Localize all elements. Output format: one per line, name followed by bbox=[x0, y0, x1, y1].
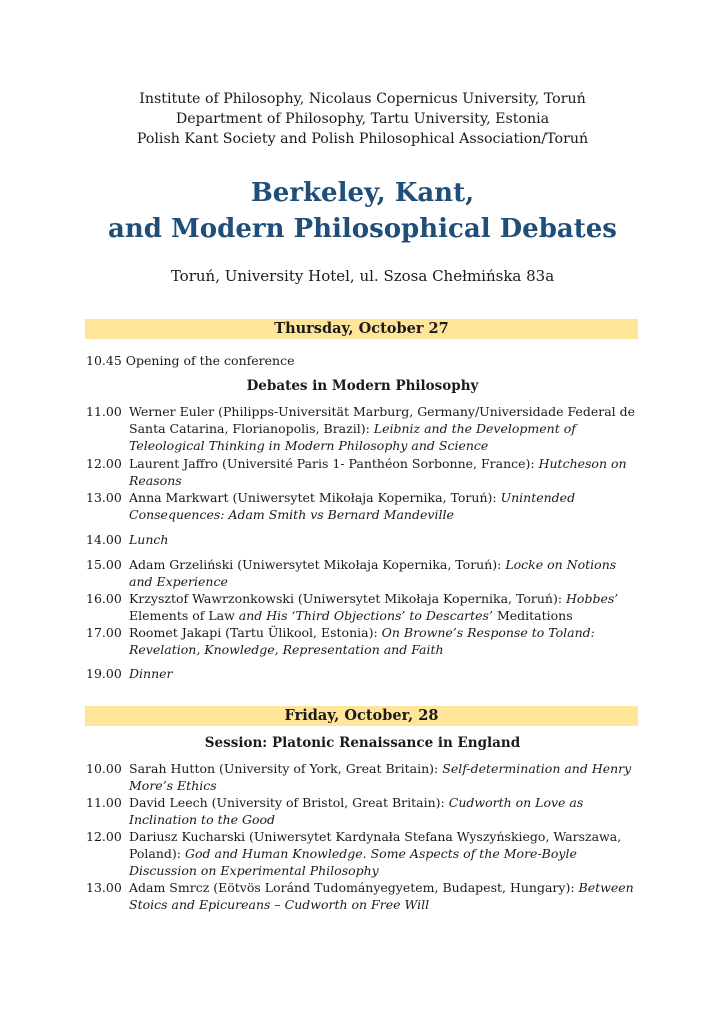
entry-talk: Self-determination and Henry More’s Ethics bbox=[129, 761, 632, 793]
entry-speaker: Werner Euler (Philipps-Universität Marburg, Germany/Universidade Federal de Santa Catarina, Florianopolis, Brazil): bbox=[129, 404, 636, 436]
program-entry bbox=[86, 556, 641, 590]
entry-time: 11.00 bbox=[86, 404, 122, 419]
entry-time: 14.00 bbox=[86, 532, 122, 547]
entry-time: 17.00 bbox=[86, 625, 122, 640]
venue: Toruń, University Hotel, ul. Szosa Chełmińska 83a bbox=[170, 267, 555, 285]
entry-talk: Lunch bbox=[129, 532, 169, 547]
day-header-friday: Friday, October, 28 bbox=[85, 706, 638, 726]
session-title-friday: Session: Platonic Renaissance in England bbox=[204, 735, 521, 751]
program-entry bbox=[86, 879, 641, 913]
program-entry-dinner bbox=[86, 665, 641, 682]
entry-talk: Between Stoics and Epicureans – Cudworth on Free Will bbox=[129, 880, 634, 912]
program-entry bbox=[86, 489, 641, 523]
entry-time: 15.00 bbox=[86, 557, 122, 572]
entry-talk: Hutcheson on Reasons bbox=[129, 456, 627, 488]
entry-talk: Leibniz and the Development of Teleological Thinking in Modern Philosophy and Science bbox=[129, 421, 576, 453]
day-header-thursday: Thursday, October 27 bbox=[85, 319, 638, 339]
entry-talk: God and Human Knowledge. Some Aspects of the More-Boyle Discussion on Experimental Philosophy bbox=[129, 846, 577, 878]
entry-speaker: Roomet Jakapi (Tartu Ülikool, Estonia): bbox=[129, 625, 378, 640]
institution-line-3: Polish Kant Society and Polish Philosophical Association/Toruń bbox=[136, 131, 589, 147]
conference-title-line-2: and Modern Philosophical Debates bbox=[108, 214, 617, 244]
entry-talk: Unintended Consequences: Adam Smith vs Bernard Mandeville bbox=[129, 490, 576, 522]
institution-line-2: Department of Philosophy, Tartu University, Estonia bbox=[175, 111, 550, 127]
entry-talk: Locke on Notions and Experience bbox=[129, 557, 617, 589]
institution-line-1: Institute of Philosophy, Nicolaus Copernicus University, Toruń bbox=[139, 91, 586, 107]
conference-title-line-1: Berkeley, Kant, bbox=[250, 178, 475, 208]
program-entry bbox=[86, 403, 641, 454]
entry-speaker: Anna Markwart (Uniwersytet Mikołaja Kopernika, Toruń): bbox=[129, 490, 497, 505]
entry-time: 19.00 bbox=[86, 666, 122, 681]
entry-time: 11.00 bbox=[86, 795, 122, 810]
program-entry bbox=[86, 590, 641, 624]
program-entry-lunch bbox=[86, 531, 641, 548]
entry-time: 16.00 bbox=[86, 591, 122, 606]
entry-time: 13.00 bbox=[86, 880, 122, 895]
entry-speaker: Adam Grzeliński (Uniwersytet Mikołaja Kopernika, Toruń): bbox=[129, 557, 502, 572]
session-title-thursday: Debates in Modern Philosophy bbox=[246, 378, 479, 394]
entry-time: 12.00 bbox=[86, 456, 122, 471]
program-entry bbox=[86, 624, 641, 658]
entry-speaker: Adam Smrcz (Eötvös Loránd Tudományegyetem, Budapest, Hungary): bbox=[129, 880, 575, 895]
entry-speaker: Dariusz Kucharski (Uniwersytet Kardynała Stefana Wyszyńskiego, Warszawa, Poland): bbox=[129, 829, 622, 861]
entry-talk: Dinner bbox=[129, 666, 173, 681]
entry-talk: Cudworth on Love as Inclination to the Good bbox=[129, 795, 584, 827]
entry-talk-part-b: and His ‘Third Objections’ to Descartes’ bbox=[238, 608, 493, 623]
entry-time: 12.00 bbox=[86, 829, 122, 844]
program-entry bbox=[86, 455, 641, 489]
program-entry bbox=[86, 794, 641, 828]
entry-speaker: David Leech (University of Bristol, Great Britain): bbox=[129, 795, 445, 810]
opening-line: 10.45 Opening of the conference bbox=[86, 353, 295, 368]
entry-time: 10.00 bbox=[86, 761, 122, 776]
entry-work-title-a: Elements of Law bbox=[129, 608, 235, 623]
entry-speaker: Sarah Hutton (University of York, Great Britain): bbox=[129, 761, 439, 776]
entry-speaker: Krzysztof Wawrzonkowski (Uniwersytet Mikołaja Kopernika, Toruń): bbox=[129, 591, 563, 606]
program-entry bbox=[86, 828, 641, 879]
entry-talk: On Browne’s Response to Toland: Revelation, Knowledge, Representation and Faith bbox=[129, 625, 595, 657]
entry-speaker: Laurent Jaffro (Université Paris 1- Panthéon Sorbonne, France): bbox=[129, 456, 535, 471]
entry-work-title-b: Meditations bbox=[496, 608, 573, 623]
entry-time: 13.00 bbox=[86, 490, 122, 505]
entry-talk-part-a: Hobbes’ bbox=[566, 591, 619, 606]
program-entry bbox=[86, 760, 641, 794]
